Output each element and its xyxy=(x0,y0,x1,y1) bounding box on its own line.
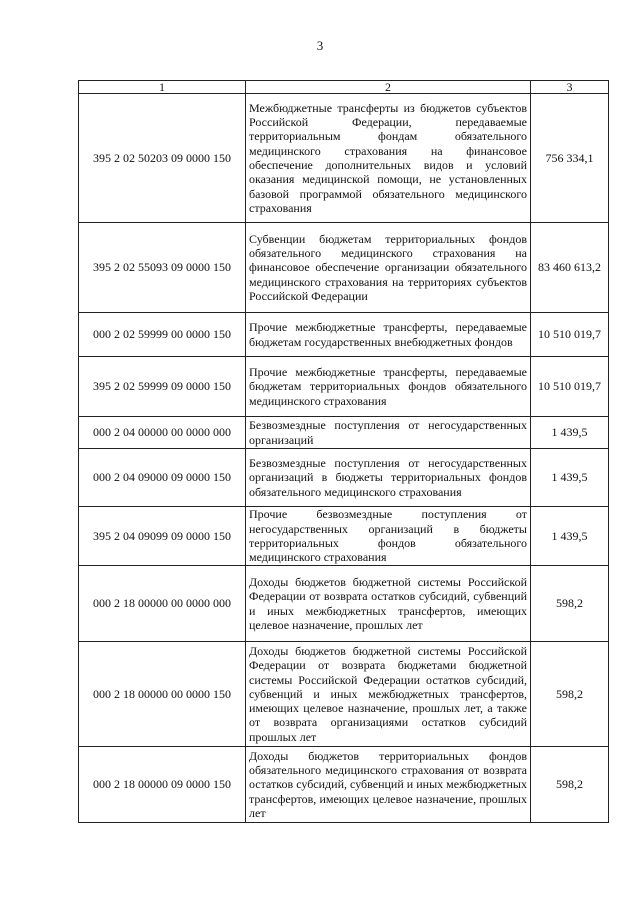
description-cell: Субвенции бюджетам территориальных фондов обязательного медицинского страхования на финансовое обеспечение организации обязательного медицинского страхования на территориях субъектов Российской Федерации xyxy=(246,223,531,313)
description-cell: Безвозмездные поступления от негосударственных организаций xyxy=(246,417,531,449)
amount-cell: 83 460 613,2 xyxy=(531,223,609,313)
column-header-amount: 3 xyxy=(531,81,609,94)
budget-table xyxy=(78,80,609,823)
column-header-code: 1 xyxy=(79,81,246,94)
description-cell: Межбюджетные трансферты из бюджетов субъектов Российской Федерации, передаваемые территориальным фондам обязательного медицинского страхования на финансовое обеспечение дополнительных видов и условий оказания медицинской помощи, не установленных базовой программой обязательного медицинского страхования xyxy=(246,94,531,223)
amount-cell: 1 439,5 xyxy=(531,449,609,507)
table-row xyxy=(79,313,609,357)
budget-code-cell: 395 2 02 50203 09 0000 150 xyxy=(79,94,246,223)
budget-code-cell: 395 2 04 09099 09 0000 150 xyxy=(79,507,246,566)
budget-code-cell: 395 2 02 59999 09 0000 150 xyxy=(79,357,246,417)
description-cell: Прочие межбюджетные трансферты, передаваемые бюджетам территориальных фондов обязательного медицинского страхования xyxy=(246,357,531,417)
amount-cell: 756 334,1 xyxy=(531,94,609,223)
table-row xyxy=(79,507,609,566)
budget-code-cell: 000 2 02 59999 00 0000 150 xyxy=(79,313,246,357)
table-row xyxy=(79,223,609,313)
budget-code-cell: 000 2 04 00000 00 0000 000 xyxy=(79,417,246,449)
table-row xyxy=(79,417,609,449)
amount-cell: 598,2 xyxy=(531,747,609,823)
page-number: 3 xyxy=(316,38,324,53)
amount-cell: 598,2 xyxy=(531,642,609,747)
budget-code-cell: 000 2 04 09000 09 0000 150 xyxy=(79,449,246,507)
table-row xyxy=(79,357,609,417)
description-cell: Безвозмездные поступления от негосударственных организаций в бюджеты территориальных фондов обязательного медицинского страхования xyxy=(246,449,531,507)
table-row xyxy=(79,747,609,823)
table-row xyxy=(79,642,609,747)
description-cell: Доходы бюджетов бюджетной системы Российской Федерации от возврата остатков субсидий, субвенций и иных межбюджетных трансфертов, имеющих целевое назначение, прошлых лет xyxy=(246,566,531,642)
table-row xyxy=(79,449,609,507)
amount-cell: 1 439,5 xyxy=(531,507,609,566)
table-row xyxy=(79,566,609,642)
budget-code-cell: 395 2 02 55093 09 0000 150 xyxy=(79,223,246,313)
description-cell: Доходы бюджетов бюджетной системы Российской Федерации от возврата бюджетами бюджетной системы Российской Федерации остатков субсидий, субвенций и иных межбюджетных трансфертов, имеющих целевое назначение, прошлых лет, а также от возврата организациями остатков субсидий прошлых лет xyxy=(246,642,531,747)
table-header-row xyxy=(79,81,609,94)
amount-cell: 598,2 xyxy=(531,566,609,642)
amount-cell: 10 510 019,7 xyxy=(531,313,609,357)
description-cell: Прочие безвозмездные поступления от негосударственных организаций в бюджеты территориальных фондов обязательного медицинского страхования xyxy=(246,507,531,566)
budget-code-cell: 000 2 18 00000 00 0000 000 xyxy=(79,566,246,642)
amount-cell: 1 439,5 xyxy=(531,417,609,449)
description-cell: Прочие межбюджетные трансферты, передаваемые бюджетам государственных внебюджетных фондов xyxy=(246,313,531,357)
table-row xyxy=(79,94,609,223)
budget-code-cell: 000 2 18 00000 09 0000 150 xyxy=(79,747,246,823)
amount-cell: 10 510 019,7 xyxy=(531,357,609,417)
budget-code-cell: 000 2 18 00000 00 0000 150 xyxy=(79,642,246,747)
description-cell: Доходы бюджетов территориальных фондов обязательного медицинского страхования от возврата остатков субсидий, субвенций и иных межбюджетных трансфертов, имеющих целевое назначение, прошлых лет xyxy=(246,747,531,823)
column-header-description: 2 xyxy=(246,81,531,94)
